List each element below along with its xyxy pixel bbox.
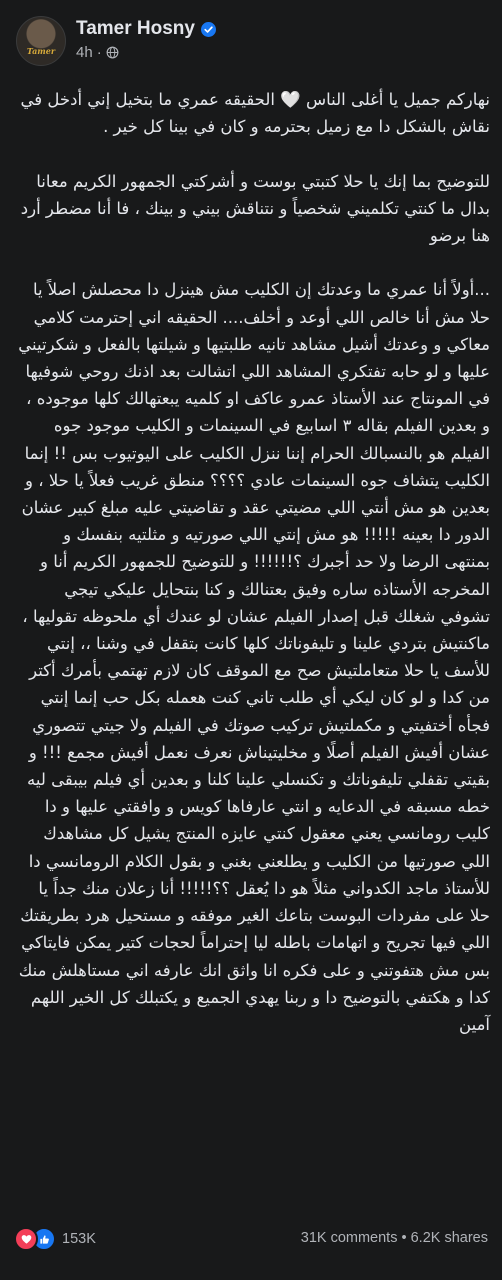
author-name[interactable]: Tamer Hosny [76, 18, 195, 39]
engagement-stats [301, 1230, 488, 1246]
meta-separator: · [96, 44, 102, 61]
verified-badge-icon [201, 22, 216, 37]
avatar[interactable] [16, 16, 66, 66]
comments-count[interactable]: 31K comments [300, 1230, 398, 1246]
post-body-text: نهاركم جميل يا أغلى الناس 🤍 الحقيقه عمري ما بتخيل إني أدخل في نقاش بالشكل دا مع زميل بحترمه و كان في بينا كل خير . للتوضيح بما إنك يا حلا كتبتي بوست و أشركتي الجمهور الكريم معانا بدال ما كنتي تكلميني شخصياً و نتناقش بيني و بينك ، فا أنا مضطر أرد هنا برضو ...أولاً أنا عمري ما وعدتك إن الكليب مش هينزل دا محصلش اصلاً يا حلا مش أنا خالص اللي أوعد و أخلف.... الحقيقه اني إحترمت كلامي معاكي و وعدتك أشيل مشاهد تانيه طلبتيها و شيلتها بالفعل و شكرتيني عليها و لو حابه تفتكري المشاهد اللي اتشالت بعد اذنك روحي شوفيها في المونتاج عند الأستاذ عمرو عاكف او كلميه يبعتهالك كلها موجوده ، و بعدين الفيلم بقاله ٣ اسابيع في السينمات و الكليب موجود جوه الفيلم هو بالنسبالك الحرام إننا ننزل الكليب على اليوتيوب بس !! إنما الكليب يتشاف جوه السينمات عادي ؟؟؟؟ منطق غريب فعلاً يا حلا ، و بعدين هو مش أنتي اللي مضيتي عقد و تقاضيتي عليه مبلغ كبير عشان الدور دا بعينه !!!!! هو مش إنتي اللي صورتيه و مثلتيه بنفسك و بمنتهى الرضا ولا حد أجبرك ؟!!!!!! و للتوضيح للجمهور الكريم أنا و المخرجه الأستاذه ساره وفيق بعتنالك و كنا بنتحايل عليكي تيجي تشوفي شغلك قبل إصدار الفيلم عشان لو عندك أي ملحوظه تقوليها ، ماكنتيش بتردي علينا و تليفوناتك كلها كانت بتقفل في وشنا ،، إنتي للأسف يا حلا متعاملتيش صح مع الموقف كان لازم تهتمي بأمرك أكتر من كدا و لو كان ليكي أي طلب تاني كنت هعمله بكل حب إنما إنتي فجأه أختفيتي و مكملتيش تركيب صوتك في الفيلم ولا جيتي تتصوري عشان أفيش الفيلم أصلًا و مخليتيناش نعرف نعمل أفيش مجمع !!! و بقيتي تقفلي تليفوناتك و تكنسلي علينا كلنا و بعدين أي فيلم بيبقى ليه خطه مسبقه في الدعايه و انتي عارفاها كويس و وافقتي عليها و دا كليب رومانسي يعني معقول كنتي عايزه المنتج يشيل كل مشاهدك اللي صورتيها من الكليب و يطلعني بغني و بقول الكلام الرومانسي دا للأستاذ ماجد الكدواني مثلاً هو دا يُعقل ؟؟!!!!! أنا زعلان منك جداً يا حلا على مفردات البوست بتاعك الغير موفقه و مستحيل هرد بطريقتك اللي فيها تجريح و اتهامات باطله ليا إحتراماً لحجات كتير يمكن فايتاكي بس مش هتفوتني و على فكره انا واثق انك عارفه اني مستاهلش منك كدا و هكتفي بالتوضيح دا و ربنا يهدي الجميع و يكتبلك كل الخير اللهم آمين [18, 90, 490, 1034]
post-meta [76, 44, 119, 61]
reaction-count: 153K [62, 1231, 96, 1247]
stats-separator: • [401, 1230, 407, 1246]
reactions-summary[interactable] [14, 1227, 96, 1251]
post-header [16, 14, 486, 70]
post-footer [14, 1224, 488, 1254]
love-reaction-icon [14, 1227, 38, 1251]
globe-icon[interactable] [106, 46, 119, 59]
avatar-logo-text: Tamer [26, 46, 56, 56]
shares-count[interactable]: 6.2K shares [410, 1230, 488, 1246]
author-row [76, 18, 216, 40]
bottom-edge [0, 1262, 502, 1280]
post-time[interactable]: 4h [76, 44, 93, 61]
